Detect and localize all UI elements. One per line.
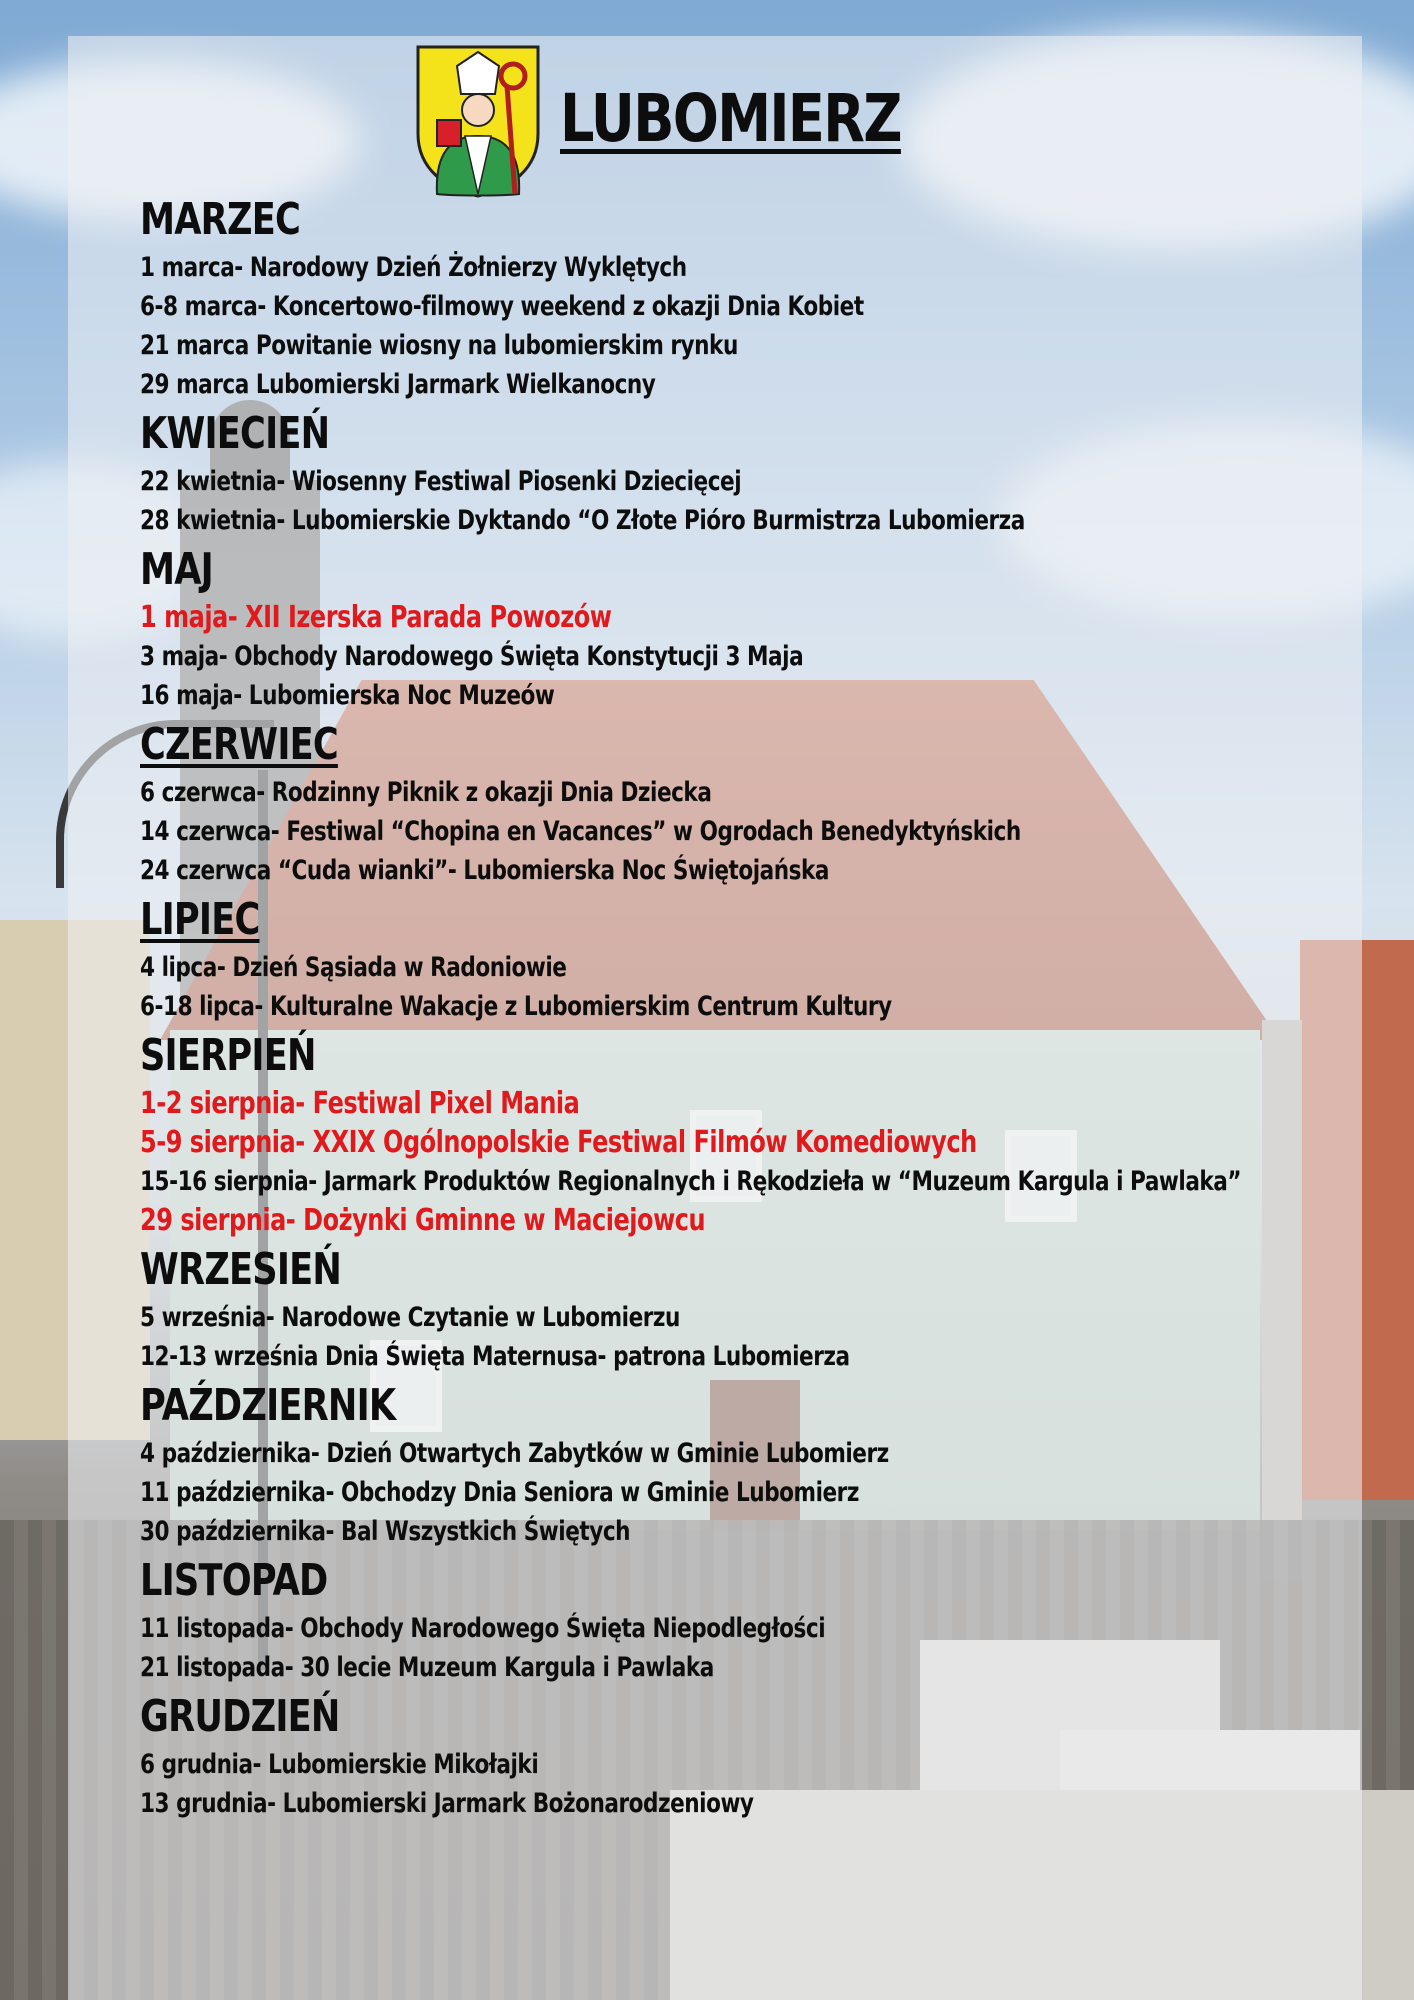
- event-item: 30 października- Bal Wszystkich Świętych: [140, 1516, 631, 1547]
- month-section: [140, 1028, 1320, 1240]
- event-item: 16 maja- Lubomierska Noc Muzeów: [140, 680, 555, 711]
- event-item: 6-8 marca- Koncertowo-filmowy weekend z okazji Dnia Kobiet: [140, 291, 864, 322]
- page-title: LUBOMIERZ: [560, 80, 901, 157]
- event-item: 13 grudnia- Lubomierski Jarmark Bożonarodzeniowy: [140, 1788, 754, 1819]
- event-item: 29 sierpnia- Dożynki Gminne w Maciejowcu: [140, 1203, 706, 1238]
- event-item: 21 listopada- 30 lecie Muzeum Kargula i Pawlaka: [140, 1652, 714, 1683]
- month-heading: LIPIEC: [140, 894, 260, 945]
- event-item: 4 lipca- Dzień Sąsiada w Radoniowie: [140, 952, 567, 983]
- event-item: 6 grudnia- Lubomierskie Mikołajki: [140, 1749, 539, 1780]
- month-section: [140, 1553, 1320, 1687]
- month-section: [140, 892, 1320, 1026]
- event-item: 22 kwietnia- Wiosenny Festiwal Piosenki Dziecięcej: [140, 466, 742, 497]
- month-heading: SIERPIEŃ: [140, 1030, 316, 1081]
- month-section: [140, 192, 1320, 404]
- event-item: 29 marca Lubomierski Jarmark Wielkanocny: [140, 369, 656, 400]
- event-item: 5-9 sierpnia- XXIX Ogólnopolskie Festiwal Filmów Komediowych: [140, 1125, 977, 1160]
- event-item: 6 czerwca- Rodzinny Piknik z okazji Dnia Dziecka: [140, 777, 712, 808]
- month-section: [140, 717, 1320, 890]
- months-list: [140, 192, 1320, 1823]
- events-calendar: [140, 40, 1320, 1823]
- event-item: 6-18 lipca- Kulturalne Wakacje z Lubomierskim Centrum Kultury: [140, 991, 892, 1022]
- event-item: 12-13 września Dnia Święta Maternusa- patrona Lubomierza: [140, 1341, 850, 1372]
- month-heading: KWIECIEŃ: [140, 408, 330, 459]
- month-section: [140, 1242, 1320, 1376]
- month-heading: PAŹDZIERNIK: [140, 1380, 396, 1431]
- event-item: 1 marca- Narodowy Dzień Żołnierzy Wyklętych: [140, 252, 687, 283]
- month-heading: WRZESIEŃ: [140, 1244, 342, 1295]
- event-item: 3 maja- Obchody Narodowego Święta Konstytucji 3 Maja: [140, 641, 804, 672]
- month-heading: MAJ: [140, 544, 213, 595]
- event-item: 4 października- Dzień Otwartych Zabytków w Gminie Lubomierz: [140, 1438, 889, 1469]
- event-item: 11 października- Obchodzy Dnia Seniora w Gminie Lubomierz: [140, 1477, 859, 1508]
- event-item: 24 czerwca “Cuda wianki”- Lubomierska Noc Świętojańska: [140, 855, 830, 886]
- month-heading: CZERWIEC: [140, 719, 338, 770]
- month-section: [140, 1689, 1320, 1823]
- header: [140, 40, 1320, 190]
- month-section: [140, 406, 1320, 540]
- month-section: [140, 1378, 1320, 1551]
- event-item: 11 listopada- Obchody Narodowego Święta Niepodległości: [140, 1613, 826, 1644]
- month-heading: LISTOPAD: [140, 1555, 328, 1606]
- event-item: 14 czerwca- Festiwal “Chopina en Vacances” w Ogrodach Benedyktyńskich: [140, 816, 1021, 847]
- event-item: 1-2 sierpnia- Festiwal Pixel Mania: [140, 1086, 580, 1121]
- month-section: [140, 542, 1320, 715]
- event-item: 28 kwietnia- Lubomierskie Dyktando “O Złote Pióro Burmistrza Lubomierza: [140, 505, 1025, 536]
- event-item: 1 maja- XII Izerska Parada Powozów: [140, 600, 612, 635]
- month-heading: MARZEC: [140, 194, 300, 245]
- event-item: 5 września- Narodowe Czytanie w Lubomierzu: [140, 1302, 680, 1333]
- event-item: 21 marca Powitanie wiosny na lubomierskim rynku: [140, 330, 738, 361]
- event-item: 15-16 sierpnia- Jarmark Produktów Regionalnych i Rękodzieła w “Muzeum Kargula i Pawlaka”: [140, 1166, 1242, 1197]
- month-heading: GRUDZIEŃ: [140, 1691, 340, 1742]
- coat-of-arms-icon: [415, 44, 541, 198]
